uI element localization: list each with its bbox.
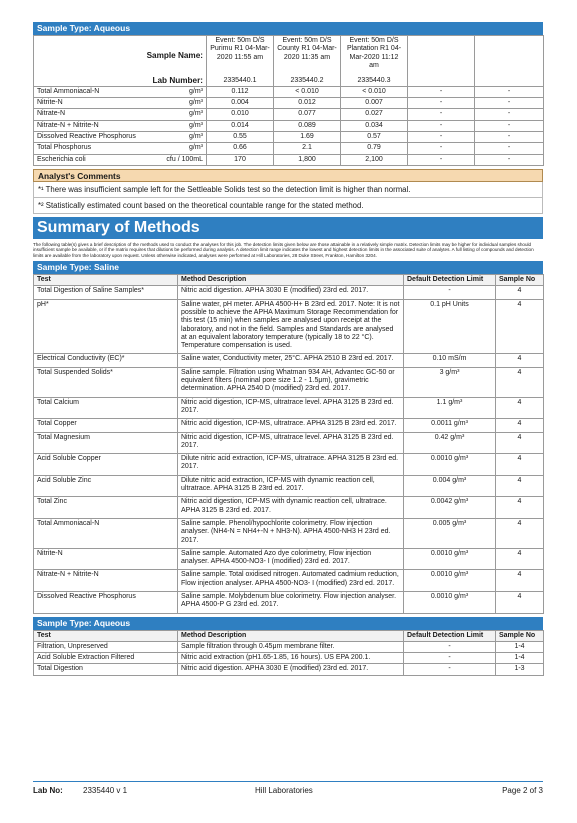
method-test: Acid Soluble Copper: [34, 454, 178, 476]
method-sample-no: 4: [496, 518, 544, 548]
result-row: [34, 131, 544, 142]
method-description: Nitric acid extraction (pH1.65-1.85, 16 hours). US EPA 200.1.: [178, 653, 404, 664]
method-description: Saline sample. Molybdenum blue colorimetry. Flow injection analyser. APHA 4500-P G 23rd ed. 2017.: [178, 592, 404, 614]
method-row: [34, 570, 544, 592]
method-description: Nitric acid digestion, ICP-MS, ultratrace. APHA 3125 B 23rd ed. 2017.: [178, 419, 404, 432]
header-sample: Sample No: [496, 275, 544, 286]
header-dl: Default Detection Limit: [404, 630, 496, 641]
result-value: 0.57: [341, 131, 408, 142]
method-description: Nitric acid digestion. APHA 3030 E (modified) 23rd ed. 2017.: [178, 286, 404, 299]
analyte-unit: cfu / 100mL: [166, 155, 203, 163]
method-description: Dilute nitric acid extraction, ICP-MS, ultratrace. APHA 3125 B 23rd ed. 2017.: [178, 454, 404, 476]
method-row: [34, 454, 544, 476]
method-sample-no: 4: [496, 548, 544, 570]
method-row: [34, 653, 544, 664]
result-row: [34, 98, 544, 109]
sample-name: Event: 50m D/S County R1 04-Mar-2020 11:35 am: [274, 36, 341, 76]
method-detection-limit: 3 g/m³: [404, 367, 496, 397]
lab-number: 2335440.2: [274, 76, 341, 87]
analyte-cell: [34, 109, 207, 120]
analyte-cell: [34, 131, 207, 142]
method-row: [34, 475, 544, 497]
result-value: -: [475, 109, 544, 120]
method-sample-no: 4: [496, 497, 544, 519]
method-description: Nitric acid digestion, ICP-MS with dynamic reaction cell, ultratrace. APHA 3125 B 23rd ed. 2017.: [178, 497, 404, 519]
method-description: Nitric acid digestion, ICP-MS, ultratrace level. APHA 3125 B 23rd ed. 2017.: [178, 397, 404, 419]
result-value: 2,100: [341, 154, 408, 165]
result-row: [34, 120, 544, 131]
sample-name: Event: 50m D/S Purimu R1 04-Mar-2020 11:55 am: [207, 36, 274, 76]
method-test: Acid Soluble Zinc: [34, 475, 178, 497]
method-row: [34, 419, 544, 432]
lab-number: [408, 76, 475, 87]
result-value: 0.089: [274, 120, 341, 131]
method-test: Electrical Conductivity (EC)*: [34, 354, 178, 367]
result-value: -: [475, 120, 544, 131]
analyte-name: Total Ammoniacal-N: [37, 87, 100, 95]
analyte-unit: g/m³: [189, 121, 203, 129]
result-value: -: [408, 86, 475, 97]
method-row: [34, 299, 544, 354]
result-value: -: [408, 131, 475, 142]
report-page: [33, 22, 543, 676]
method-test: Total Suspended Solids*: [34, 367, 178, 397]
method-row: [34, 397, 544, 419]
analyte-name: Nitrite-N: [37, 99, 63, 107]
method-sample-no: 4: [496, 475, 544, 497]
saline-methods-band: Sample Type: Saline: [33, 261, 543, 274]
analyte-unit: g/m³: [189, 144, 203, 152]
analyte-unit: g/m³: [189, 132, 203, 140]
method-detection-limit: 0.42 g/m³: [404, 432, 496, 454]
header-test: Test: [34, 275, 178, 286]
result-value: 0.79: [341, 143, 408, 154]
result-value: -: [408, 154, 475, 165]
lab-no-value: 2335440 v 1: [83, 786, 128, 795]
method-row: [34, 354, 544, 367]
result-value: 0.010: [207, 109, 274, 120]
methods-header-row: [34, 630, 544, 641]
result-value: -: [475, 154, 544, 165]
method-detection-limit: 0.0010 g/m³: [404, 454, 496, 476]
analyte-cell: [34, 154, 207, 165]
lab-no-label: Lab No:: [33, 786, 63, 795]
method-sample-no: 4: [496, 354, 544, 367]
method-detection-limit: 0.10 mS/m: [404, 354, 496, 367]
method-test: Total Digestion: [34, 664, 178, 675]
summary-title: Summary of Methods: [33, 217, 543, 239]
method-row: [34, 497, 544, 519]
aqueous-results-band: Sample Type: Aqueous: [33, 22, 543, 35]
method-detection-limit: 0.0010 g/m³: [404, 548, 496, 570]
analyte-unit: g/m³: [189, 110, 203, 118]
method-description: Saline sample. Automated Azo dye colorimetry, Flow injection analyser. APHA 4500-NO3- I (modified) 23rd ed. 2017.: [178, 548, 404, 570]
sample-name: [475, 36, 544, 76]
method-row: [34, 518, 544, 548]
comment-note: *¹ There was insufficient sample left for the Settleable Solids test so the detection limit is higher than normal.: [33, 182, 543, 198]
analyte-cell: [34, 86, 207, 97]
result-value: 0.004: [207, 98, 274, 109]
analyte-unit: g/m³: [189, 99, 203, 107]
method-description: Saline water, pH meter. APHA 4500-H+ B 23rd ed. 2017. Note: It is not possible to achieve the APHA Maximum Storage Recommendation for this test (15 min) when samples are analysed upon receipt at the laboratory, and not in the field. Samples and Standards are analysed at an equivalent laboratory temperature (typically 18 to 22 °C). Temperature compensation is used.: [178, 299, 404, 354]
header-method: Method Description: [178, 630, 404, 641]
method-detection-limit: -: [404, 653, 496, 664]
analyte-name: Dissolved Reactive Phosphorus: [37, 132, 136, 140]
analysts-comments-title: Analyst's Comments: [33, 169, 543, 182]
result-value: -: [408, 120, 475, 131]
analyte-cell: [34, 120, 207, 131]
analyte-unit: g/m³: [189, 87, 203, 95]
method-description: Nitric acid digestion. APHA 3030 E (modified) 23rd ed. 2017.: [178, 664, 404, 675]
lab-number-row: [34, 76, 544, 87]
method-sample-no: 4: [496, 367, 544, 397]
result-value: -: [408, 143, 475, 154]
header-dl: Default Detection Limit: [404, 275, 496, 286]
analyte-cell: [34, 98, 207, 109]
header-test: Test: [34, 630, 178, 641]
method-description: Sample filtration through 0.45μm membrane filter.: [178, 641, 404, 652]
aqueous-methods-band: Sample Type: Aqueous: [33, 617, 543, 630]
comment-note: *² Statistically estimated count based on the theoretical countable range for the stated method.: [33, 198, 543, 214]
sample-name: [408, 36, 475, 76]
summary-intro: The following table(s) gives a brief description of the methods used to conduct the analyses for this job. The detection limits given below are those attainable in a relatively simple matrix. Detection limits may be higher for individual samples should insufficient sample be available, or if the matrix requires that dilutions be performed during analysis. A detection limit range indicates the lowest and highest detection limits in the associated suite of analytes. A full listing of compounds and detection limits are available from the laboratory upon request. Unless otherwise indicated, analyses were performed at Hill Laboratories, 28 Duke Street, Frankton, Hamilton 3204.: [33, 241, 534, 258]
method-row: [34, 641, 544, 652]
result-value: 0.112: [207, 86, 274, 97]
method-row: [34, 548, 544, 570]
result-value: 170: [207, 154, 274, 165]
method-sample-no: 4: [496, 592, 544, 614]
method-row: [34, 664, 544, 675]
page-footer: [33, 781, 543, 797]
method-detection-limit: -: [404, 641, 496, 652]
header-sample: Sample No: [496, 630, 544, 641]
company-name: Hill Laboratories: [255, 786, 313, 795]
result-value: -: [475, 143, 544, 154]
method-test: Total Calcium: [34, 397, 178, 419]
result-row: [34, 143, 544, 154]
method-test: Total Digestion of Saline Samples*: [34, 286, 178, 299]
analyte-name: Nitrate-N + Nitrite-N: [37, 121, 99, 129]
result-row: [34, 86, 544, 97]
method-test: Total Copper: [34, 419, 178, 432]
result-value: 0.077: [274, 109, 341, 120]
method-sample-no: 4: [496, 570, 544, 592]
result-value: -: [408, 98, 475, 109]
analyte-name: Nitrate-N: [37, 110, 66, 118]
method-detection-limit: 0.0010 g/m³: [404, 592, 496, 614]
method-sample-no: 4: [496, 432, 544, 454]
method-sample-no: 4: [496, 419, 544, 432]
analysts-comments: [33, 182, 543, 214]
method-detection-limit: -: [404, 286, 496, 299]
method-detection-limit: 0.005 g/m³: [404, 518, 496, 548]
method-row: [34, 367, 544, 397]
method-row: [34, 592, 544, 614]
method-description: Saline sample. Total oxidised nitrogen. Automated cadmium reduction, Flow injection analyser. APHA 4500-NO3- I (modified) 23rd ed. 2017.: [178, 570, 404, 592]
result-value: < 0.010: [274, 86, 341, 97]
result-value: 1,800: [274, 154, 341, 165]
methods-header-row: [34, 275, 544, 286]
method-test: Nitrate-N + Nitrite-N: [34, 570, 178, 592]
method-description: Saline sample. Phenol/hypochlorite colorimetry. Flow injection analyser. (NH4-N = NH4+-N + NH3-N). APHA 4500-NH3 H 23rd ed. 2017.: [178, 518, 404, 548]
result-value: -: [408, 109, 475, 120]
result-value: -: [475, 86, 544, 97]
result-value: -: [475, 98, 544, 109]
sample-name: Event: 50m D/S Plantation R1 04-Mar-2020 11:12 am: [341, 36, 408, 76]
method-test: Total Ammoniacal-N: [34, 518, 178, 548]
method-row: [34, 286, 544, 299]
method-sample-no: 4: [496, 454, 544, 476]
aqueous-methods-table: [33, 630, 544, 676]
method-test: Nitrite-N: [34, 548, 178, 570]
method-detection-limit: 0.1 pH Units: [404, 299, 496, 354]
analyte-name: Total Phosphorus: [37, 144, 92, 152]
result-row: [34, 109, 544, 120]
method-detection-limit: 1.1 g/m³: [404, 397, 496, 419]
method-sample-no: 1-3: [496, 664, 544, 675]
lab-number: 2335440.1: [207, 76, 274, 87]
method-detection-limit: 0.0042 g/m³: [404, 497, 496, 519]
lab-number-label: Lab Number:: [34, 76, 207, 87]
method-test: Filtration, Unpreserved: [34, 641, 178, 652]
lab-number: [475, 76, 544, 87]
method-test: Acid Soluble Extraction Filtered: [34, 653, 178, 664]
method-sample-no: 4: [496, 299, 544, 354]
saline-methods-table: [33, 274, 544, 614]
analyte-cell: [34, 143, 207, 154]
method-detection-limit: 0.004 g/m³: [404, 475, 496, 497]
page-number: Page 2 of 3: [502, 786, 543, 795]
method-sample-no: 4: [496, 397, 544, 419]
method-description: Nitric acid digestion, ICP-MS, ultratrace level. APHA 3125 B 23rd ed. 2017.: [178, 432, 404, 454]
method-detection-limit: 0.0011 g/m³: [404, 419, 496, 432]
result-value: 0.014: [207, 120, 274, 131]
method-description: Dilute nitric acid extraction, ICP-MS with dynamic reaction cell, ultratrace. APHA 3125 B 23rd ed. 2017.: [178, 475, 404, 497]
result-row: [34, 154, 544, 165]
method-sample-no: 1-4: [496, 641, 544, 652]
method-detection-limit: 0.0010 g/m³: [404, 570, 496, 592]
sample-name-label: Sample Name:: [34, 36, 207, 76]
result-value: -: [475, 131, 544, 142]
method-test: Total Zinc: [34, 497, 178, 519]
method-sample-no: 1-4: [496, 653, 544, 664]
sample-name-row: [34, 36, 544, 76]
analyte-name: Escherichia coli: [37, 155, 86, 163]
result-value: 0.66: [207, 143, 274, 154]
method-test: Dissolved Reactive Phosphorus: [34, 592, 178, 614]
method-description: Saline sample. Filtration using Whatman 934 AH, Advantec GC-50 or equivalent filters (nominal pore size 1.2 - 1.5μm), gravimetric determination. APHA 2540 D (modified) 23rd ed. 2017.: [178, 367, 404, 397]
result-value: 0.012: [274, 98, 341, 109]
result-value: 0.034: [341, 120, 408, 131]
result-value: 0.55: [207, 131, 274, 142]
lab-number: 2335440.3: [341, 76, 408, 87]
method-row: [34, 432, 544, 454]
result-value: 1.69: [274, 131, 341, 142]
method-description: Saline water, Conductivity meter, 25°C. APHA 2510 B 23rd ed. 2017.: [178, 354, 404, 367]
method-test: pH*: [34, 299, 178, 354]
header-method: Method Description: [178, 275, 404, 286]
result-value: 0.007: [341, 98, 408, 109]
result-value: 2.1: [274, 143, 341, 154]
result-value: < 0.010: [341, 86, 408, 97]
method-detection-limit: -: [404, 664, 496, 675]
method-test: Total Magnesium: [34, 432, 178, 454]
aqueous-results-table: [33, 35, 544, 166]
result-value: 0.027: [341, 109, 408, 120]
method-sample-no: 4: [496, 286, 544, 299]
